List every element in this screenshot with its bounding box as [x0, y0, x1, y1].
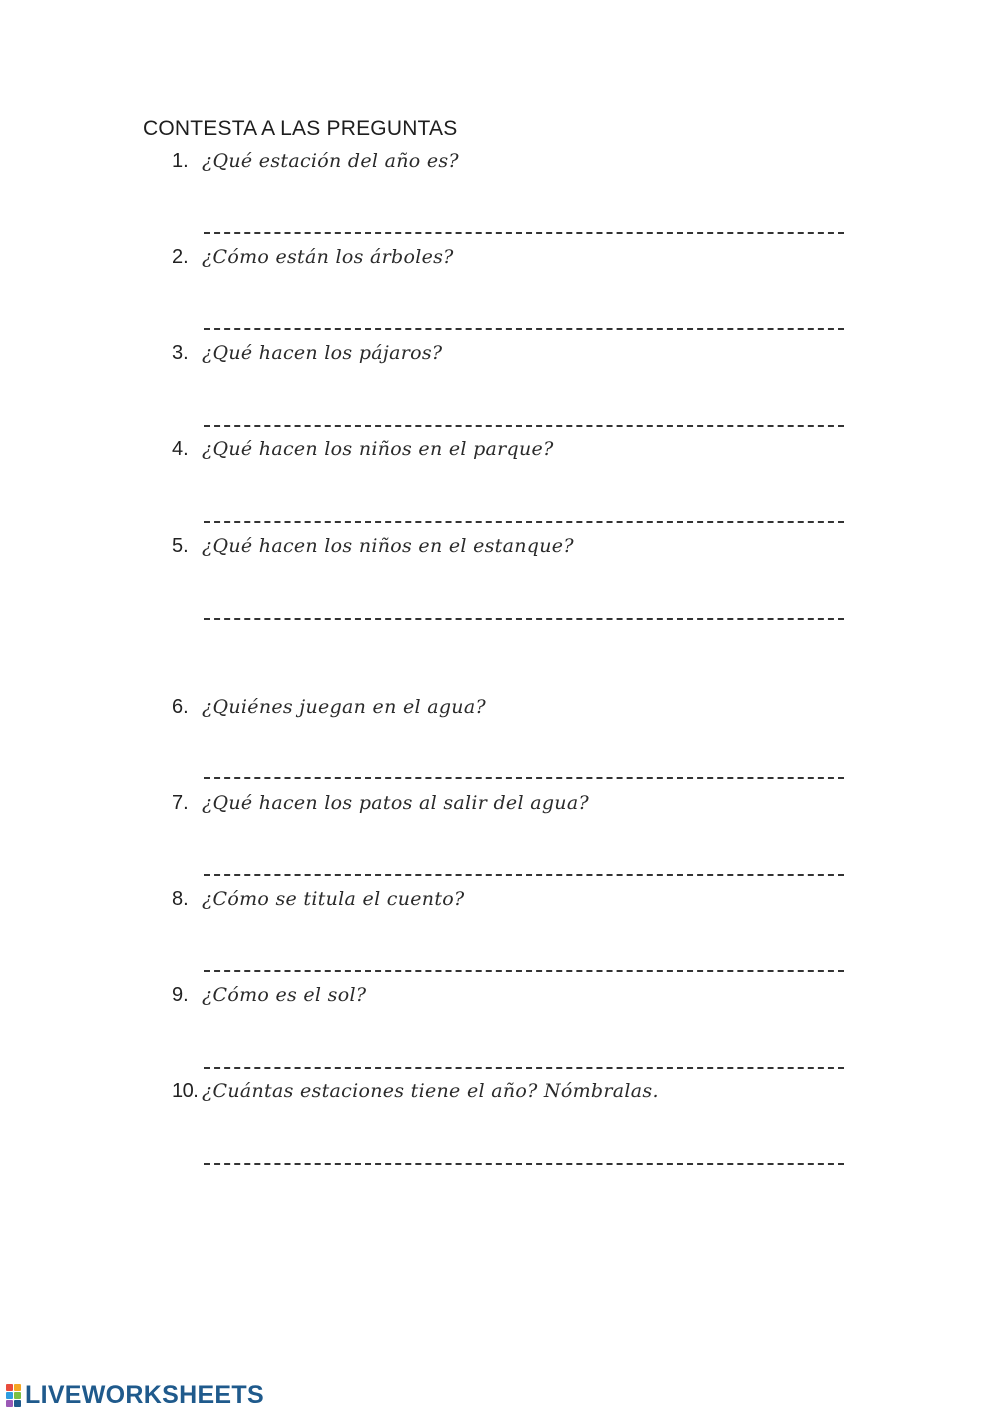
answer-input-3[interactable]: [204, 394, 844, 424]
logo-block: [6, 1384, 13, 1391]
answer-line-9: [204, 1067, 844, 1069]
question-text: ¿Cómo se titula el cuento?: [202, 888, 465, 910]
question-number: 4.: [172, 438, 189, 460]
logo-block: [6, 1400, 13, 1407]
answer-line-7: [204, 874, 844, 876]
answer-line-1: [204, 232, 844, 234]
question-3: [172, 342, 442, 374]
answer-line-5: [204, 618, 844, 620]
question-number: 7.: [172, 792, 189, 814]
question-text: ¿Cómo están los árboles?: [202, 246, 454, 268]
logo-block: [14, 1400, 21, 1407]
answer-line-3: [204, 425, 844, 427]
question-number: 6.: [172, 696, 189, 718]
question-text: ¿Cómo es el sol?: [202, 984, 367, 1006]
answer-line-10: [204, 1163, 844, 1165]
answer-input-10[interactable]: [204, 1132, 844, 1162]
question-10: [172, 1080, 659, 1112]
answer-line-6: [204, 777, 844, 779]
question-number: 5.: [172, 535, 189, 557]
question-number: 1.: [172, 150, 189, 172]
question-text: ¿Cuántas estaciones tiene el año? Nómbralas.: [202, 1080, 659, 1102]
question-number: 8.: [172, 888, 189, 910]
answer-input-6[interactable]: [204, 746, 844, 776]
question-9: [172, 984, 366, 1016]
answer-input-7[interactable]: [204, 843, 844, 873]
answer-input-8[interactable]: [204, 939, 844, 969]
question-number: 2.: [172, 246, 189, 268]
question-6: [172, 696, 486, 728]
question-text: ¿Qué hacen los niños en el parque?: [202, 438, 554, 460]
answer-input-1[interactable]: [204, 201, 844, 231]
question-number: 3.: [172, 342, 189, 364]
question-2: [172, 246, 454, 278]
question-7: [172, 792, 589, 824]
logo-block: [14, 1392, 21, 1399]
question-text: ¿Qué hacen los pájaros?: [202, 342, 443, 364]
question-text: ¿Qué hacen los patos al salir del agua?: [202, 792, 589, 814]
question-8: [172, 888, 465, 920]
logo-blocks-icon: [6, 1384, 21, 1407]
question-text: ¿Quiénes juegan en el agua?: [202, 696, 486, 718]
question-number: 10.: [172, 1080, 199, 1102]
answer-input-9[interactable]: [204, 1036, 844, 1066]
answer-line-4: [204, 521, 844, 523]
liveworksheets-logo[interactable]: [6, 1380, 264, 1410]
question-text: ¿Qué hacen los niños en el estanque?: [202, 535, 574, 557]
answer-line-2: [204, 328, 844, 330]
answer-input-2[interactable]: [204, 297, 844, 327]
logo-block: [6, 1392, 13, 1399]
question-number: 9.: [172, 984, 189, 1006]
answer-line-8: [204, 970, 844, 972]
logo-block: [14, 1384, 21, 1391]
question-4: [172, 438, 554, 470]
answer-input-5[interactable]: [204, 587, 844, 617]
logo-text: LIVEWORKSHEETS: [25, 1380, 264, 1409]
answer-input-4[interactable]: [204, 490, 844, 520]
question-5: [172, 535, 574, 567]
worksheet-title: CONTESTA A LAS PREGUNTAS: [143, 117, 458, 140]
question-text: ¿Qué estación del año es?: [202, 150, 459, 172]
question-1: [172, 150, 459, 182]
